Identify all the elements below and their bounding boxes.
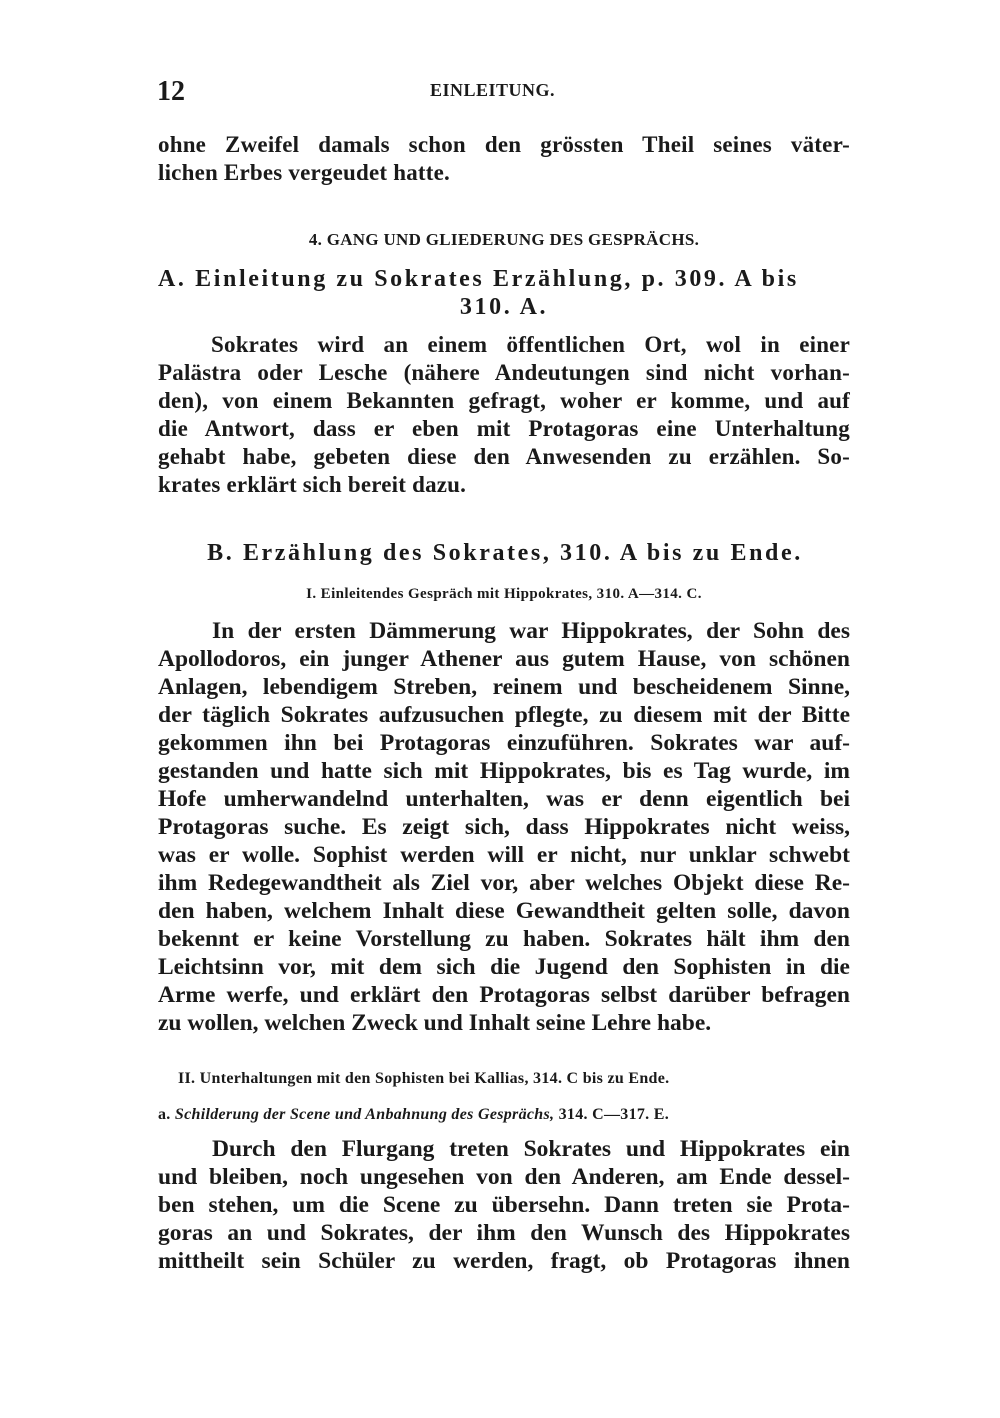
part-a-line: Sokrates wird an einem öffentlichen Ort, wol in einer (211, 332, 850, 357)
part-b-heading: B. Erzählung des Sokrates, 310. A bis zu Ende. (207, 540, 803, 566)
sub2a-line: goras an und Sokrates, der ihm den Wunsch des Hippokrates (158, 1220, 850, 1246)
part-a-heading: A. Einleitung zu Sokrates Erzählung, p. 309. A bis (158, 266, 799, 292)
sub1-line: Apollodoros, ein junger Athener aus gutem Hause, von schönen (158, 646, 850, 672)
part-a-line: die Antwort, dass er eben mit Protagoras eine Unterhaltung (158, 416, 850, 441)
sub2a-line: mittheilt sein Schüler zu werden, fragt, ob Protagoras ihnen (158, 1248, 850, 1274)
subsection-2-heading: II. Unterhaltungen mit den Sophisten bei Kallias, 314. C bis zu Ende. (178, 1070, 670, 1087)
subsection-a-title: Schilderung der Scene und Anbahnung des Gesprächs, (174, 1106, 555, 1123)
subsection-a-range: 314. C—317. E. (558, 1106, 670, 1123)
part-a-line: krates erklärt sich bereit dazu. (158, 472, 467, 497)
sub1-line: Anlagen, lebendigem Streben, reinem und bescheidenem Sinne, (158, 674, 850, 700)
part-a-line: den), von einem Bekannten gefragt, woher er komme, und auf (158, 388, 850, 413)
sub1-line: gekommen ihn bei Protagoras einzuführen. Sokrates war auf- (158, 730, 850, 756)
sub1-line: was er wolle. Sophist werden will er nicht, nur unklar schwebt (158, 842, 850, 868)
sub1-line: zu wollen, welchen Zweck und Inhalt seine Lehre habe. (158, 1010, 712, 1036)
intro-line: ohne Zweifel damals schon den grössten Theil seines väter- (158, 132, 850, 157)
sub1-line: In der ersten Dämmerung war Hippokrates, der Sohn des (212, 618, 850, 644)
sub1-line: bekennt er keine Vorstellung zu haben. Sokrates hält ihm den (158, 926, 850, 952)
part-a-line: gehabt habe, gebeten diese den Anwesenden zu erzählen. So- (158, 444, 850, 469)
sub1-line: Arme werfe, und erklärt den Protagoras selbst darüber befragen (158, 982, 850, 1008)
page-number: 12 (157, 76, 185, 107)
intro-line: lichen Erbes vergeudet hatte. (158, 160, 450, 185)
sub1-line: ihm Redegewandtheit als Ziel vor, aber welches Objekt diese Re- (158, 870, 850, 896)
sub1-line: Protagoras suche. Es zeigt sich, dass Hippokrates nicht weiss, (158, 814, 850, 840)
sub2a-line: und bleiben, noch ungesehen von den Anderen, am Ende dessel- (158, 1164, 850, 1190)
part-a-line: Palästra oder Lesche (nähere Andeutungen sind nicht vorhan- (158, 360, 850, 385)
sub1-line: Leichtsinn vor, mit dem sich die Jugend den Sophisten in die (158, 954, 850, 980)
sub1-line: der täglich Sokrates aufzusuchen pflegte, zu diesem mit der Bitte (158, 702, 850, 728)
sub2a-line: Durch den Flurgang treten Sokrates und Hippokrates ein (212, 1136, 850, 1162)
sub1-line: Hofe umherwandelnd unterhalten, was er denn eigentlich bei (158, 786, 850, 812)
subsection-a-heading (158, 1106, 850, 1124)
section-heading: 4. GANG UND GLIEDERUNG DES GESPRÄCHS. (308, 230, 700, 249)
sub1-line: gestanden und hatte sich mit Hippokrates, bis es Tag wurde, im (158, 758, 850, 784)
subsection-a-label: a. (158, 1106, 171, 1123)
part-a-heading-cont: 310. A. (459, 294, 549, 320)
sub1-line: den haben, welchem Inhalt diese Gewandtheit gelten solle, davon (158, 898, 850, 924)
subsection-1-heading: I. Einleitendes Gespräch mit Hippokrates, 310. A—314. C. (306, 586, 702, 602)
running-title: EINLEITUNG. (430, 80, 556, 100)
sub2a-line: ben stehen, um die Scene zu übersehn. Dann treten sie Prota- (158, 1192, 850, 1218)
